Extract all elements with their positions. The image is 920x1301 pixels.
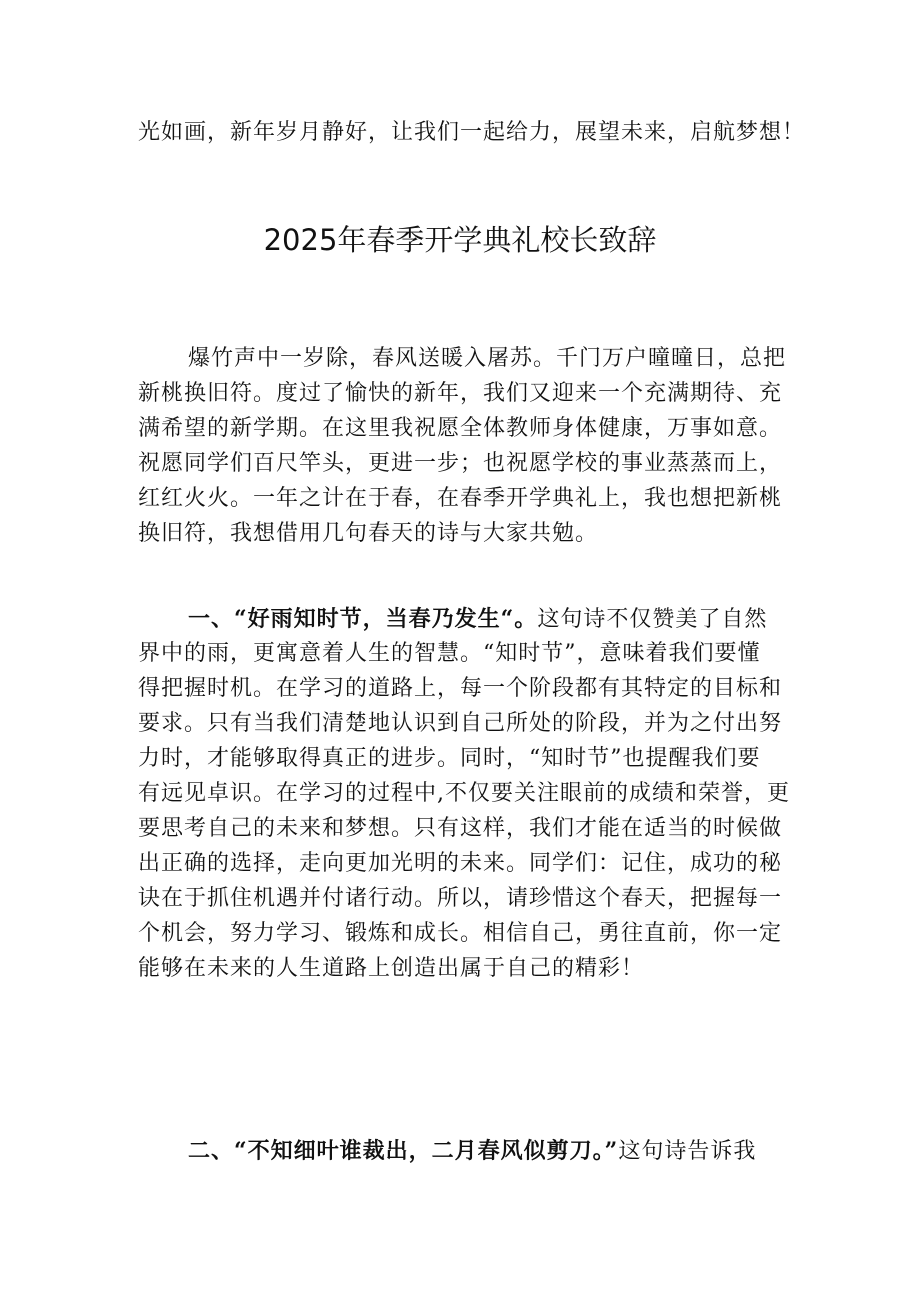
continuation-line: 光如画，新年岁月静好，让我们一起给力，展望未来，启航梦想！ [138, 120, 806, 145]
page-title: 2025年春季开学典礼校长致辞 [263, 223, 657, 257]
paragraph-line: 要求。只有当我们清楚地认识到自己所处的阶段，并为之付出努 [138, 711, 783, 736]
paragraph-line: 爆竹声中一岁除，春风送暖入屠苏。千门万户曈曈日，总把 [188, 346, 787, 371]
paragraph-line: 祝愿同学们百尺竿头，更进一步；也祝愿学校的事业蒸蒸而上， [138, 451, 783, 476]
paragraph-line: 新桃换旧符。度过了愉快的新年，我们又迎来一个充满期待、充 [138, 381, 783, 406]
paragraph-line: 诀在于抓住机遇并付诸行动。所以，请珍惜这个春天，把握每一 [138, 886, 783, 911]
paragraph-line: 界中的雨，更寓意着人生的智慧。“知时节”，意味着我们要懂 [138, 641, 761, 666]
paragraph-line: 要思考自己的未来和梦想。只有这样，我们才能在适当的时候做 [138, 816, 783, 841]
section-two-first-line [188, 1136, 798, 1167]
paragraph-line: 出正确的选择，走向更加光明的未来。同学们：记住，成功的秘 [138, 851, 783, 876]
section-two-first-line-text: 这句诗告诉我 [618, 1139, 757, 1164]
paragraph-line: 满希望的新学期。在这里我祝愿全体教师身体健康，万事如意。 [138, 416, 783, 441]
paragraph-line: 有远见卓识。在学习的过程中,不仅要关注眼前的成绩和荣誉，更 [138, 781, 790, 806]
paragraph-line: 力时，才能够取得真正的进步。同时，“知时节”也提醒我们要 [138, 746, 761, 771]
section-one-heading: 一、“好雨知时节，当春乃发生“。 [188, 606, 538, 632]
paragraph-line: 红红火火。一年之计在于春，在春季开学典礼上，我也想把新桃 [138, 486, 783, 511]
paragraph-line: 得把握时机。在学习的道路上，每一个阶段都有其特定的目标和 [138, 676, 783, 701]
section-one-first-line-text: 这句诗不仅赞美了自然 [537, 607, 768, 632]
section-two-heading: 二、“不知细叶谁裁出，二月春风似剪刀。” [188, 1138, 619, 1164]
paragraph-line: 换旧符，我想借用几句春天的诗与大家共勉。 [138, 521, 599, 546]
section-one-first-line [188, 604, 798, 635]
paragraph-line: 个机会，努力学习、锻炼和成长。相信自己，勇往直前，你一定 [138, 921, 783, 946]
paragraph-line: 能够在未来的人生道路上创造出属于自己的精彩！ [138, 956, 645, 981]
